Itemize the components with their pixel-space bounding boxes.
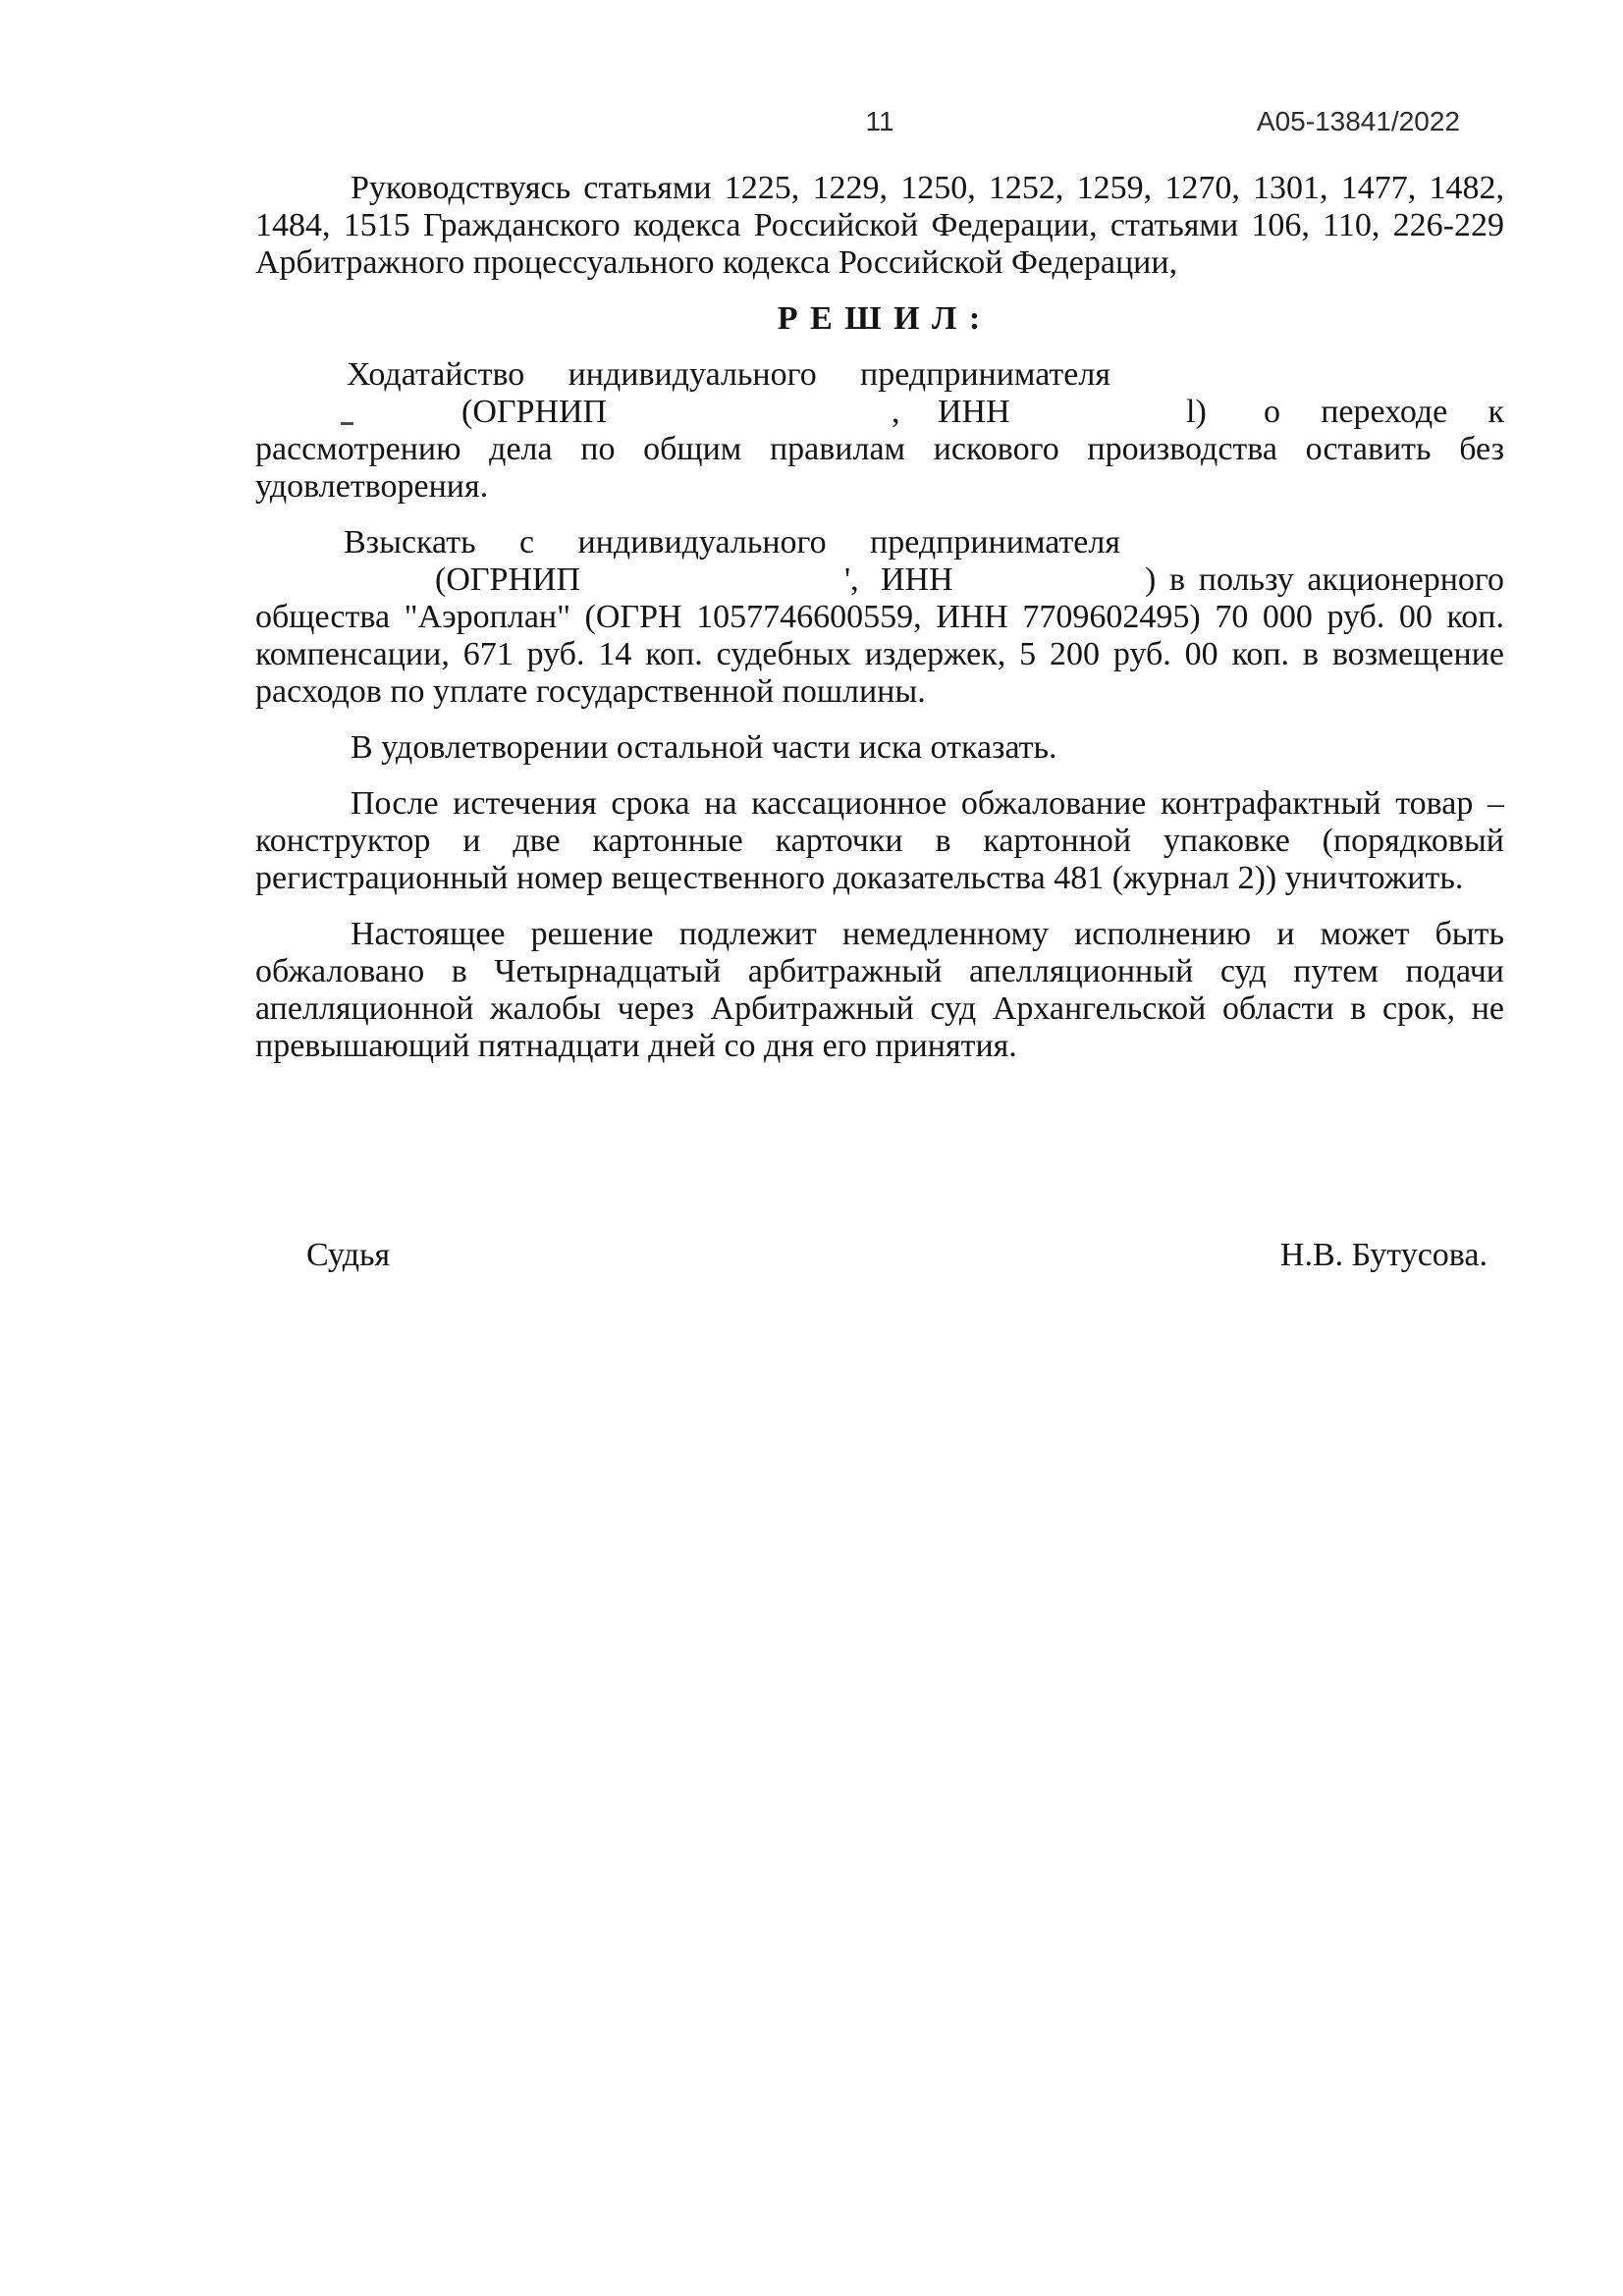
- destruction-line-2: конструктор и две картонные карточки в картонной упаковке (порядковый: [255, 823, 1504, 859]
- word: индивидуального: [568, 356, 817, 393]
- denial-line-1: В удовлетворении остальной части иска отказать.: [351, 729, 1057, 766]
- petition-line-1-words: [347, 356, 1110, 394]
- recovery-line-3: общества "Аэроплан" (ОГРН 1057746600559, ИНН 7709602495) 70 000 руб. 00 коп.: [255, 599, 1504, 635]
- redaction-artifact-dash: [341, 422, 353, 425]
- recovery-line-2: [255, 561, 1504, 599]
- word: Ходатайство: [347, 356, 525, 393]
- ogrnip-label: (ОГРНИП: [461, 394, 608, 430]
- signature-row: [255, 1237, 1504, 1274]
- destruction-line-1: После истечения срока на кассационное обжалование контрафактный товар –: [351, 785, 1504, 822]
- petition-line-1: [255, 356, 1504, 394]
- resolution-heading: Р Е Ш И Л :: [777, 300, 983, 337]
- intro-line-1: Руководствуясь статьями 1225, 1229, 1250, 1252, 1259, 1270, 1301, 1477, 1482,: [351, 170, 1504, 206]
- denial-paragraph: [255, 729, 1504, 767]
- appeal-line-4: превышающий пятнадцати дней со дня его принятия.: [255, 1028, 1017, 1064]
- word: индивидуального: [577, 524, 827, 561]
- appeal-line-3: апелляционной жалобы через Арбитражный суд Архангельской области в срок, не: [255, 990, 1504, 1027]
- word: с: [519, 524, 535, 561]
- comma: ,: [892, 394, 900, 430]
- destruction-paragraph: [255, 785, 1504, 897]
- case-number: А05-13841/2022: [1256, 106, 1460, 136]
- recovery-paragraph: [255, 524, 1504, 711]
- destruction-line-3: регистрационный номер вещественного доказательства 481 (журнал 2)) уничтожить.: [255, 860, 1464, 896]
- recovery-line-5: расходов по уплате государственной пошлины.: [255, 673, 926, 710]
- intro-line-3: Арбитражного процессуального кодекса Российской Федерации,: [255, 244, 1178, 281]
- intro-paragraph: [255, 170, 1504, 282]
- recovery-line-2-tail: ) в пользу акционерного: [1145, 561, 1504, 598]
- appeal-line-2: обжаловано в Четырнадцатый арбитражный апелляционный суд путем подачи: [255, 953, 1504, 989]
- judge-name: Н.В. Бутусова.: [1279, 1237, 1488, 1273]
- petition-line-3: рассмотрению дела по общим правилам искового производства оставить без: [255, 431, 1504, 467]
- page-number: 11: [865, 106, 894, 136]
- petition-line-4: удовлетворения.: [255, 468, 489, 505]
- appeal-paragraph: [255, 916, 1504, 1065]
- inn-label: ИНН: [881, 561, 953, 598]
- recovery-line-1: [255, 524, 1504, 561]
- recovery-line-4: компенсации, 671 руб. 14 коп. судебных издержек, 5 200 руб. 00 коп. в возмещение: [255, 636, 1504, 672]
- redaction-remnant: l): [1186, 394, 1207, 430]
- word: предпринимателя: [860, 356, 1110, 393]
- recovery-line-1-words: [344, 524, 1120, 561]
- petition-line-2: [255, 394, 1504, 431]
- word: Взыскать: [344, 524, 476, 561]
- petition-line-2-tail: о переходе к: [1264, 394, 1504, 430]
- intro-line-2: 1484, 1515 Гражданского кодекса Российской Федерации, статьями 106, 110, 226-229: [255, 207, 1504, 243]
- word: предпринимателя: [870, 524, 1120, 561]
- petition-paragraph: [255, 356, 1504, 506]
- appeal-line-1: Настоящее решение подлежит немедленному исполнению и может быть: [351, 916, 1504, 952]
- ogrnip-label: (ОГРНИП: [435, 561, 581, 598]
- judge-title: Судья: [306, 1237, 391, 1273]
- redaction-remnant: ',: [844, 561, 859, 598]
- inn-label: ИНН: [938, 394, 1010, 430]
